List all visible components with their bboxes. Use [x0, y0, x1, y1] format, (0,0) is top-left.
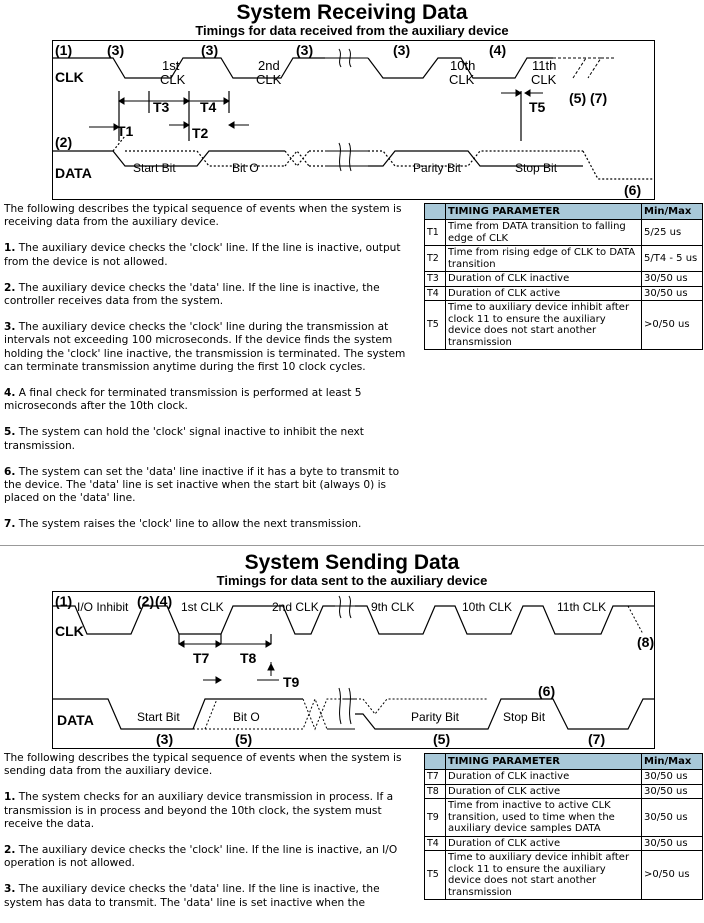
step-number: 1. — [4, 791, 16, 804]
step-number: 2. — [4, 844, 16, 857]
row-value: 30/50 us — [642, 799, 703, 837]
step-number: 1. — [4, 242, 16, 255]
data-label: DATA — [55, 165, 92, 181]
bit-0: Bit O — [232, 161, 259, 175]
table-row — [425, 246, 703, 272]
clk-1st-clk: CLK — [160, 72, 186, 87]
sending-subtitle: Timings for data sent to the auxiliary device — [216, 573, 488, 588]
receiving-step — [4, 518, 414, 531]
step-text: The auxiliary device checks the 'clock' line. If the line is inactive, an I/O operation is not allowed. — [4, 844, 398, 870]
header-value: Min/Max — [642, 204, 703, 220]
clk-line — [53, 58, 325, 78]
step-number: 4. — [4, 387, 16, 400]
s-clk-10th: 10th CLK — [462, 600, 513, 614]
step-number: 5. — [4, 426, 16, 439]
sending-timing-diagram — [52, 591, 655, 749]
clk-2nd-clk: CLK — [256, 72, 282, 87]
row-param: Duration of CLK inactive — [446, 272, 642, 287]
t3-label: T3 — [153, 99, 170, 115]
table-row — [425, 220, 703, 246]
row-value: 5/T4 - 5 us — [642, 246, 703, 272]
marker-2: (2) — [55, 134, 73, 150]
bit-start: Start Bit — [133, 161, 176, 175]
s-bit-stop: Stop Bit — [503, 710, 546, 724]
row-value: 30/50 us — [642, 770, 703, 785]
step-text: The system raises the 'clock' line to allow the next transmission. — [15, 518, 362, 531]
sending-step — [4, 791, 414, 831]
bit-parity: Parity Bit — [413, 161, 462, 175]
marker-3b: (3) — [201, 42, 219, 58]
table-header — [425, 754, 703, 770]
marker-4: (4) — [489, 42, 507, 58]
step-text: The auxiliary device checks the 'clock' line. If the line is inactive, output from the device is not allowed. — [4, 242, 401, 268]
receiving-step — [4, 321, 414, 374]
s-clk-label: CLK — [55, 623, 84, 639]
clk-10th: 10th — [450, 58, 476, 73]
t8-label: T8 — [240, 650, 257, 666]
s-clk-9th: 9th CLK — [371, 600, 415, 614]
marker-5: (5) — [569, 90, 587, 106]
row-value: 5/25 us — [642, 220, 703, 246]
row-id: T9 — [425, 799, 446, 837]
clk-label: CLK — [55, 69, 84, 85]
receiving-step — [4, 466, 414, 506]
s-marker-6: (6) — [538, 683, 556, 699]
step-text: The auxiliary device checks the 'data' line. If the line is inactive, the controller receives data from the system. — [4, 281, 380, 308]
step-number: 7. — [4, 518, 16, 531]
clk-2nd: 2nd — [258, 58, 280, 73]
step-text: The system can set the 'data' line inactive if it has a byte to transmit to the device. The 'data' line is set inactive when the start bit (always 0) is placed on the 'data' line. — [4, 465, 400, 505]
clk-1st: 1st — [162, 58, 180, 73]
row-value: 30/50 us — [642, 286, 703, 301]
row-id: T8 — [425, 784, 446, 799]
sending-timing-table — [424, 753, 703, 900]
row-id: T2 — [425, 246, 446, 272]
step-number: 3. — [4, 883, 16, 896]
step-number: 6. — [4, 465, 16, 478]
s-marker-3: (3) — [156, 731, 174, 747]
marker-3a: (3) — [107, 42, 125, 58]
io-inhibit-label: I/O Inhibit — [77, 600, 129, 614]
row-id: T5 — [425, 301, 446, 350]
t7-label: T7 — [193, 650, 210, 666]
row-param: Time to auxiliary device inhibit after clock 11 to ensure the auxiliary device does not start another transmission — [446, 301, 642, 350]
s-bit-0: Bit O — [233, 710, 260, 724]
clk-11th-clk: CLK — [531, 72, 557, 87]
receiving-title: System Receiving Data — [236, 1, 468, 24]
table-row — [425, 784, 703, 799]
row-param: Duration of CLK active — [446, 836, 642, 851]
receiving-step — [4, 387, 414, 413]
receiving-timing-table — [424, 203, 703, 350]
step-number: 3. — [4, 321, 16, 334]
step-text: A final check for terminated transmission is performed at least 5 microseconds after the 10th clock. — [4, 387, 362, 413]
table-row — [425, 272, 703, 287]
row-param: Duration of CLK active — [446, 286, 642, 301]
table-row — [425, 851, 703, 900]
row-id: T4 — [425, 836, 446, 851]
section-divider — [0, 545, 704, 546]
receiving-intro: The following describes the typical sequence of events when the system is receiving data from the auxiliary device. — [4, 203, 402, 229]
step-number: 2. — [4, 281, 16, 294]
row-param: Time from rising edge of CLK to DATA transition — [446, 246, 642, 272]
header-value: Min/Max — [642, 754, 703, 770]
marker-6: (6) — [624, 182, 642, 198]
receiving-waveform — [53, 41, 654, 199]
sending-description — [4, 752, 414, 923]
step-text: The system checks for an auxiliary device transmission in process. If a transmission is in process and beyond the 10th clock, the system must receive the data. — [4, 791, 394, 830]
t2-label: T2 — [192, 125, 209, 141]
bit-stop: Stop Bit — [515, 161, 558, 175]
row-param: Duration of CLK inactive — [446, 770, 642, 785]
step-text: The system can hold the 'clock' signal inactive to inhibit the next transmission. — [4, 426, 364, 452]
row-param: Time from DATA transition to falling edge of CLK — [446, 220, 642, 246]
marker-1: (1) — [55, 42, 73, 58]
table-row — [425, 799, 703, 837]
clk-10th-clk: CLK — [449, 72, 475, 87]
row-value: 30/50 us — [642, 272, 703, 287]
row-id: T1 — [425, 220, 446, 246]
table-row — [425, 301, 703, 350]
header-corner — [425, 754, 446, 770]
s-marker-5a: (5) — [235, 731, 253, 747]
receiving-subtitle: Timings for data received from the auxiliary device — [195, 23, 509, 38]
row-id: T7 — [425, 770, 446, 785]
s-marker-8: (8) — [637, 634, 655, 650]
header-param: TIMING PARAMETER — [446, 204, 642, 220]
marker-3d: (3) — [393, 42, 411, 58]
step-text: The auxiliary device checks the 'clock' line during the transmission at intervals not exceeding 100 microseconds. If the device finds the system holding the 'clock' line inactive, the transmission is terminated. The system can terminate transmission anytime during the first 10 clock cycles. — [4, 321, 406, 373]
row-id: T5 — [425, 851, 446, 900]
row-param: Time from inactive to active CLK transition, used to time when the auxiliary device samples DATA — [446, 799, 642, 837]
s-clk-1st: 1st CLK — [181, 600, 224, 614]
row-value: 30/50 us — [642, 836, 703, 851]
step-text: The auxiliary device checks the 'data' line. If the line is inactive, the system has data to transmit. The 'data' line is set inactive when the — [4, 883, 380, 909]
receiving-step — [4, 426, 414, 452]
receiving-step — [4, 282, 414, 308]
row-param: Time to auxiliary device inhibit after clock 11 to ensure the auxiliary device does not start another transmission — [446, 851, 642, 900]
table-row — [425, 836, 703, 851]
sending-intro: The following describes the typical sequence of events when the system is sending data from the auxiliary device. — [4, 752, 402, 778]
clk-11th: 11th — [532, 58, 557, 73]
receiving-timing-diagram — [52, 40, 655, 200]
receiving-description — [4, 203, 414, 545]
s-marker-4: (4) — [155, 593, 173, 609]
table-header — [425, 204, 703, 220]
s-clk-2nd: 2nd CLK — [272, 600, 319, 614]
s-data-label: DATA — [57, 712, 94, 728]
marker-3c: (3) — [296, 42, 314, 58]
s-marker-1: (1) — [55, 593, 73, 609]
receiving-step — [4, 242, 414, 268]
t5-label: T5 — [529, 99, 546, 115]
row-param: Duration of CLK active — [446, 784, 642, 799]
row-id: T4 — [425, 286, 446, 301]
header-param: TIMING PARAMETER — [446, 754, 642, 770]
row-id: T3 — [425, 272, 446, 287]
t1-label: T1 — [117, 123, 134, 139]
row-value: >0/50 us — [642, 301, 703, 350]
s-bit-parity: Parity Bit — [411, 710, 460, 724]
t9-label: T9 — [283, 674, 300, 690]
sending-title: System Sending Data — [244, 551, 460, 574]
marker-7: (7) — [590, 90, 608, 106]
sending-step — [4, 844, 414, 870]
sending-step — [4, 883, 414, 909]
s-clk-11th: 11th CLK — [557, 600, 607, 614]
s-bit-start: Start Bit — [137, 710, 180, 724]
header-corner — [425, 204, 446, 220]
table-row — [425, 770, 703, 785]
row-value: >0/50 us — [642, 851, 703, 900]
s-marker-2: (2) — [137, 593, 155, 609]
sending-waveform — [53, 592, 654, 748]
s-marker-7: (7) — [588, 731, 606, 747]
row-value: 30/50 us — [642, 784, 703, 799]
table-row — [425, 286, 703, 301]
t4-label: T4 — [200, 99, 217, 115]
s-marker-5b: (5) — [433, 731, 451, 747]
